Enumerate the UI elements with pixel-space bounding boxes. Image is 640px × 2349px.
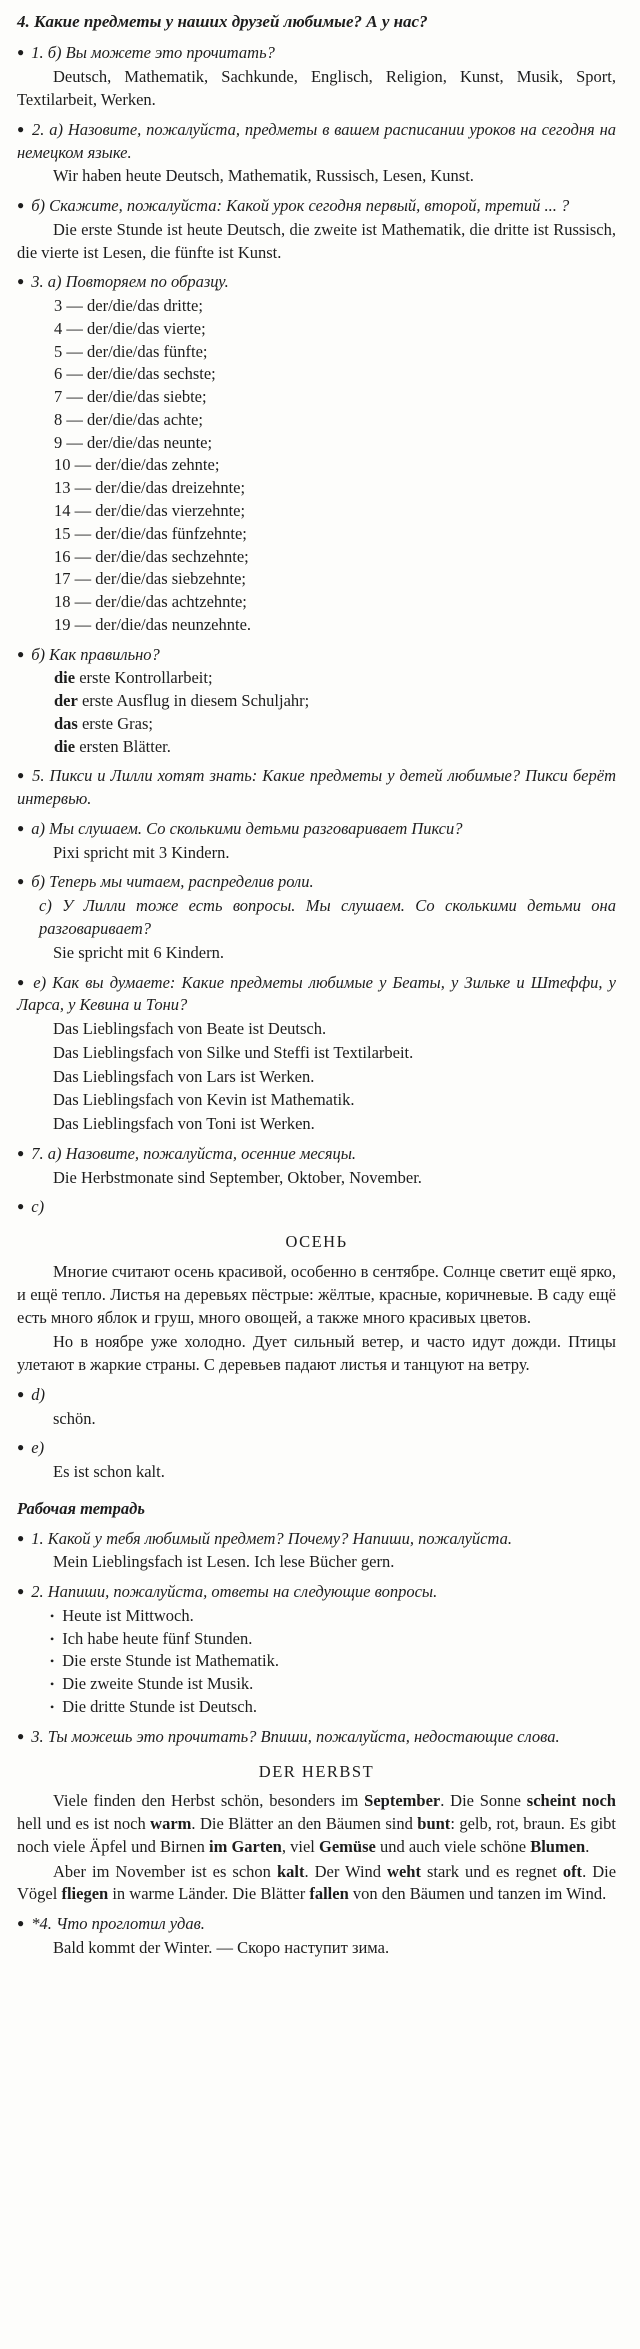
ordinal-item: 17 — der/die/das siebzehnte; [54,569,246,589]
ordinal-item: 18 — der/die/das achtzehnte; [54,592,247,612]
filled-word: weht [387,1861,421,1881]
workbook-answer-item [50,1696,616,1719]
ordinal-item: 10 — der/die/das zehnte; [54,455,220,475]
article-item [54,736,616,759]
task-5b-question: б) Теперь мы читаем, распределив роли. [31,872,314,892]
ordinal-item: 15 — der/die/das fünfzehnte; [54,523,247,543]
task-bullet-icon: ● [17,274,25,289]
task-5c-question: с) У Лилли тоже есть вопросы. Мы слушаем. Со сколькими детьми она разговаривает? [39,896,616,939]
task-2a [17,119,616,165]
workbook-answer-text: Die dritte Stunde ist Deutsch. [62,1696,257,1716]
lieblingsfach-answer: Das Lieblingsfach von Beate ist Deutsch. [53,1019,327,1039]
task-7c-question: с) [31,1197,45,1217]
article-item [54,713,616,736]
workbook-answer-text: Die zweite Stunde ist Musik. [62,1674,254,1694]
article-rest: ersten Blätter. [75,736,171,756]
lieblingsfach-answer: Das Lieblingsfach von Silke und Steffi ist Textilarbeit. [53,1042,414,1062]
list-bullet-icon: • [50,1677,55,1692]
task-2b-answer: Die erste Stunde ist heute Deutsch, die zweite ist Mathematik, die dritte ist Russisch, die vierte ist Lesen, die fünfte ist Kunst. [17,219,616,262]
task-7e-question: е) [31,1438,45,1458]
workbook-task-4-answer: Bald kommt der Winter. — Скоро наступит зима. [53,1937,390,1957]
workbook-answer-item [50,1605,616,1628]
task-bullet-icon: ● [17,1440,25,1455]
task-2b-question: б) Скажите, пожалуйста: Какой урок сегодня первый, второй, третий ... ? [31,196,570,216]
task-bullet-icon: ● [17,1199,25,1214]
workbook-task-4 [17,1913,616,1936]
task-1b [17,42,616,65]
workbook-answer-list [17,1605,616,1719]
task-bullet-icon: ● [17,1728,25,1743]
ordinal-item: 6 — der/die/das sechste; [54,364,216,384]
workbook-answer-item [50,1628,616,1651]
osen-paragraph-2: Но в ноябре уже холодно. Дует сильный ветер, и часто идут дожди. Птицы улетают в жаркие страны. С деревьев падают листья и танцуют на ветру. [17,1332,616,1375]
task-5a-answer: Pixi spricht mit 3 Kindern. [53,842,230,862]
task-1b-answer: Deutsch, Mathematik, Sachkunde, Englisch, Religion, Kunst, Musik, Sport, Textilarbeit, Werken. [17,67,616,109]
workbook-task-2 [17,1581,616,1604]
ordinal-item: 9 — der/die/das neunte; [54,432,213,452]
task-3b-question: б) Как правильно? [31,644,160,664]
ordinal-item: 7 — der/die/das siebte; [54,387,207,407]
ordinal-item: 8 — der/die/das achte; [54,409,203,429]
lieblingsfach-answers [17,1018,616,1136]
osen-heading: ОСЕНЬ [285,1232,348,1252]
filled-word: warm [150,1814,192,1834]
task-bullet-icon: ● [17,768,26,783]
task-bullet-icon: ● [17,45,25,60]
task-5b [17,871,616,894]
workbook-answer-text: Ich habe heute fünf Stunden. [62,1628,253,1648]
task-7e [17,1437,616,1460]
page-title: 4. Какие предметы у наших друзей любимые? А у нас? [17,12,428,31]
lieblingsfach-answer: Das Lieblingsfach von Kevin ist Mathematik. [53,1090,355,1110]
ordinal-item: 16 — der/die/das sechzehnte; [54,546,249,566]
task-5e-question: е) Как вы думаете: Какие предметы любимые у Беаты, у Зильке и Штеффи, у Ларса, у Кевина и Тони? [17,972,616,1015]
task-bullet-icon: ● [17,646,25,661]
task-5a [17,818,616,841]
task-5c-answer: Sie spricht mit 6 Kindern. [53,942,224,962]
task-3b [17,644,616,667]
workbook-answer-text: Heute ist Mittwoch. [62,1605,194,1625]
osen-paragraph-1: Многие считают осень красивой, особенно в сентябре. Солнце светит ещё ярко, и ещё тепло. Листья на деревьях пёстрые: жёлтые, красные, коричневые. В саду ещё есть много яблок и груш, много овощей, а также много красивых цветов. [17,1261,616,1327]
task-3a-question: 3. а) Повторяем по образцу. [31,272,229,292]
task-bullet-icon: ● [17,820,25,835]
task-5e [17,972,616,1018]
filled-word: im Garten [209,1836,282,1856]
workbook-task-1-question: 1. Какой у тебя любимый предмет? Почему? Напиши, пожалуйста. [31,1528,512,1548]
task-bullet-icon: ● [17,1386,25,1401]
task-5 [17,765,616,811]
workbook-task-2-question: 2. Напиши, пожалуйста, ответы на следующие вопросы. [31,1582,438,1602]
ordinal-item: 14 — der/die/das vierzehnte; [54,501,246,520]
article-word: die [54,668,76,688]
workbook-answer-text: Die erste Stunde ist Mathematik. [62,1651,279,1671]
herbst-heading: DER HERBST [258,1761,375,1781]
task-7e-answer: Es ist schon kalt. [53,1462,165,1482]
task-bullet-icon: ● [17,1145,25,1160]
workbook-heading: Рабочая тетрадь [17,1498,145,1518]
ordinal-list [17,295,616,636]
workbook-answer-item [50,1673,616,1696]
lieblingsfach-answer: Das Lieblingsfach von Toni ist Werken. [53,1114,315,1134]
article-rest: erste Ausflug in diesem Schuljahr; [77,691,310,711]
task-7a-question: 7. а) Назовите, пожалуйста, осенние месяцы. [31,1143,357,1163]
task-2a-answer: Wir haben heute Deutsch, Mathematik, Russisch, Lesen, Kunst. [53,166,474,186]
task-2b [17,195,616,218]
ordinal-item: 13 — der/die/das dreizehnte; [54,478,246,498]
lieblingsfach-answer: Das Lieblingsfach von Lars ist Werken. [53,1066,315,1086]
herbst-paragraph-1: Viele finden den Herbst schön, besonders im September. Die Sonne scheint noch hell und es ist noch warm. Die Blätter an den Bäumen sind bunt: gelb, rot, braun. Es gibt noch viele Äpfel und Birnen im Garten, viel Gemüse und auch viele schöne Blumen. [17,1791,616,1856]
article-word: der [54,691,78,711]
filled-word: Blumen [530,1836,586,1856]
herbst-paragraph-2: Aber im November ist es schon kalt. Der Wind weht stark und es regnet oft. Die Vögel fliegen in warme Länder. Die Blätter fallen von den Bäumen und tanzen im Wind. [17,1861,617,1904]
task-7a [17,1143,616,1166]
ordinal-item: 3 — der/die/das dritte; [54,296,203,316]
filled-word: kalt [276,1861,305,1881]
filled-word: Gemüse [318,1836,376,1856]
list-bullet-icon: • [50,1608,55,1623]
task-5-question: 5. Пикси и Лилли хотят знать: Какие предметы у детей любимые? Пикси берёт интервью. [17,766,616,809]
filled-word: fallen [309,1884,349,1904]
task-bullet-icon: ● [17,1530,25,1545]
task-bullet-icon: ● [17,1584,25,1599]
task-7c [17,1196,616,1219]
ordinal-item: 19 — der/die/das neunzehnte. [54,614,252,634]
article-list [17,667,616,758]
task-3a [17,271,616,294]
article-rest: erste Kontrollarbeit; [75,668,213,688]
filled-word: fliegen [61,1884,109,1904]
task-bullet-icon: ● [17,198,25,213]
article-word: das [54,713,78,733]
task-5a-question: а) Мы слушаем. Со сколькими детьми разговаривает Пикси? [31,818,463,838]
task-bullet-icon: ● [17,121,25,136]
filled-word: scheint noch [526,1791,616,1811]
list-bullet-icon: • [50,1699,55,1714]
ordinal-item: 4 — der/die/das vierte; [54,318,206,338]
workbook-task-1-answer: Mein Lieblingsfach ist Lesen. Ich lese Bücher gern. [53,1552,395,1572]
task-1b-question: 1. б) Вы можете это прочитать? [31,43,275,63]
workbook-task-3 [17,1726,616,1749]
task-bullet-icon: ● [17,974,27,989]
workbook-task-1 [17,1528,616,1551]
task-bullet-icon: ● [17,1916,25,1931]
article-item [54,667,616,690]
task-2a-question: 2. а) Назовите, пожалуйста, предметы в вашем расписании уроков на сегодня на немецком языке. [17,119,617,162]
article-item [54,690,616,713]
task-7d-answer: schön. [53,1408,96,1428]
list-bullet-icon: • [50,1654,55,1669]
workbook-task-3-question: 3. Ты можешь это прочитать? Впиши, пожалуйста, недостающие слова. [31,1726,560,1746]
article-word: die [54,736,76,756]
filled-word: bunt [417,1814,451,1834]
list-bullet-icon: • [50,1631,55,1646]
filled-word: September [364,1791,441,1811]
task-7d-question: d) [31,1384,45,1404]
filled-word: oft [562,1861,583,1881]
task-bullet-icon: ● [17,874,25,889]
workbook-answer-item [50,1650,616,1673]
task-7a-answer: Die Herbstmonate sind September, Oktober, November. [53,1167,422,1187]
ordinal-item: 5 — der/die/das fünfte; [54,341,208,361]
task-7d [17,1384,616,1407]
article-rest: erste Gras; [77,713,153,733]
workbook-task-4-question: *4. Что проглотил удав. [31,1914,205,1934]
